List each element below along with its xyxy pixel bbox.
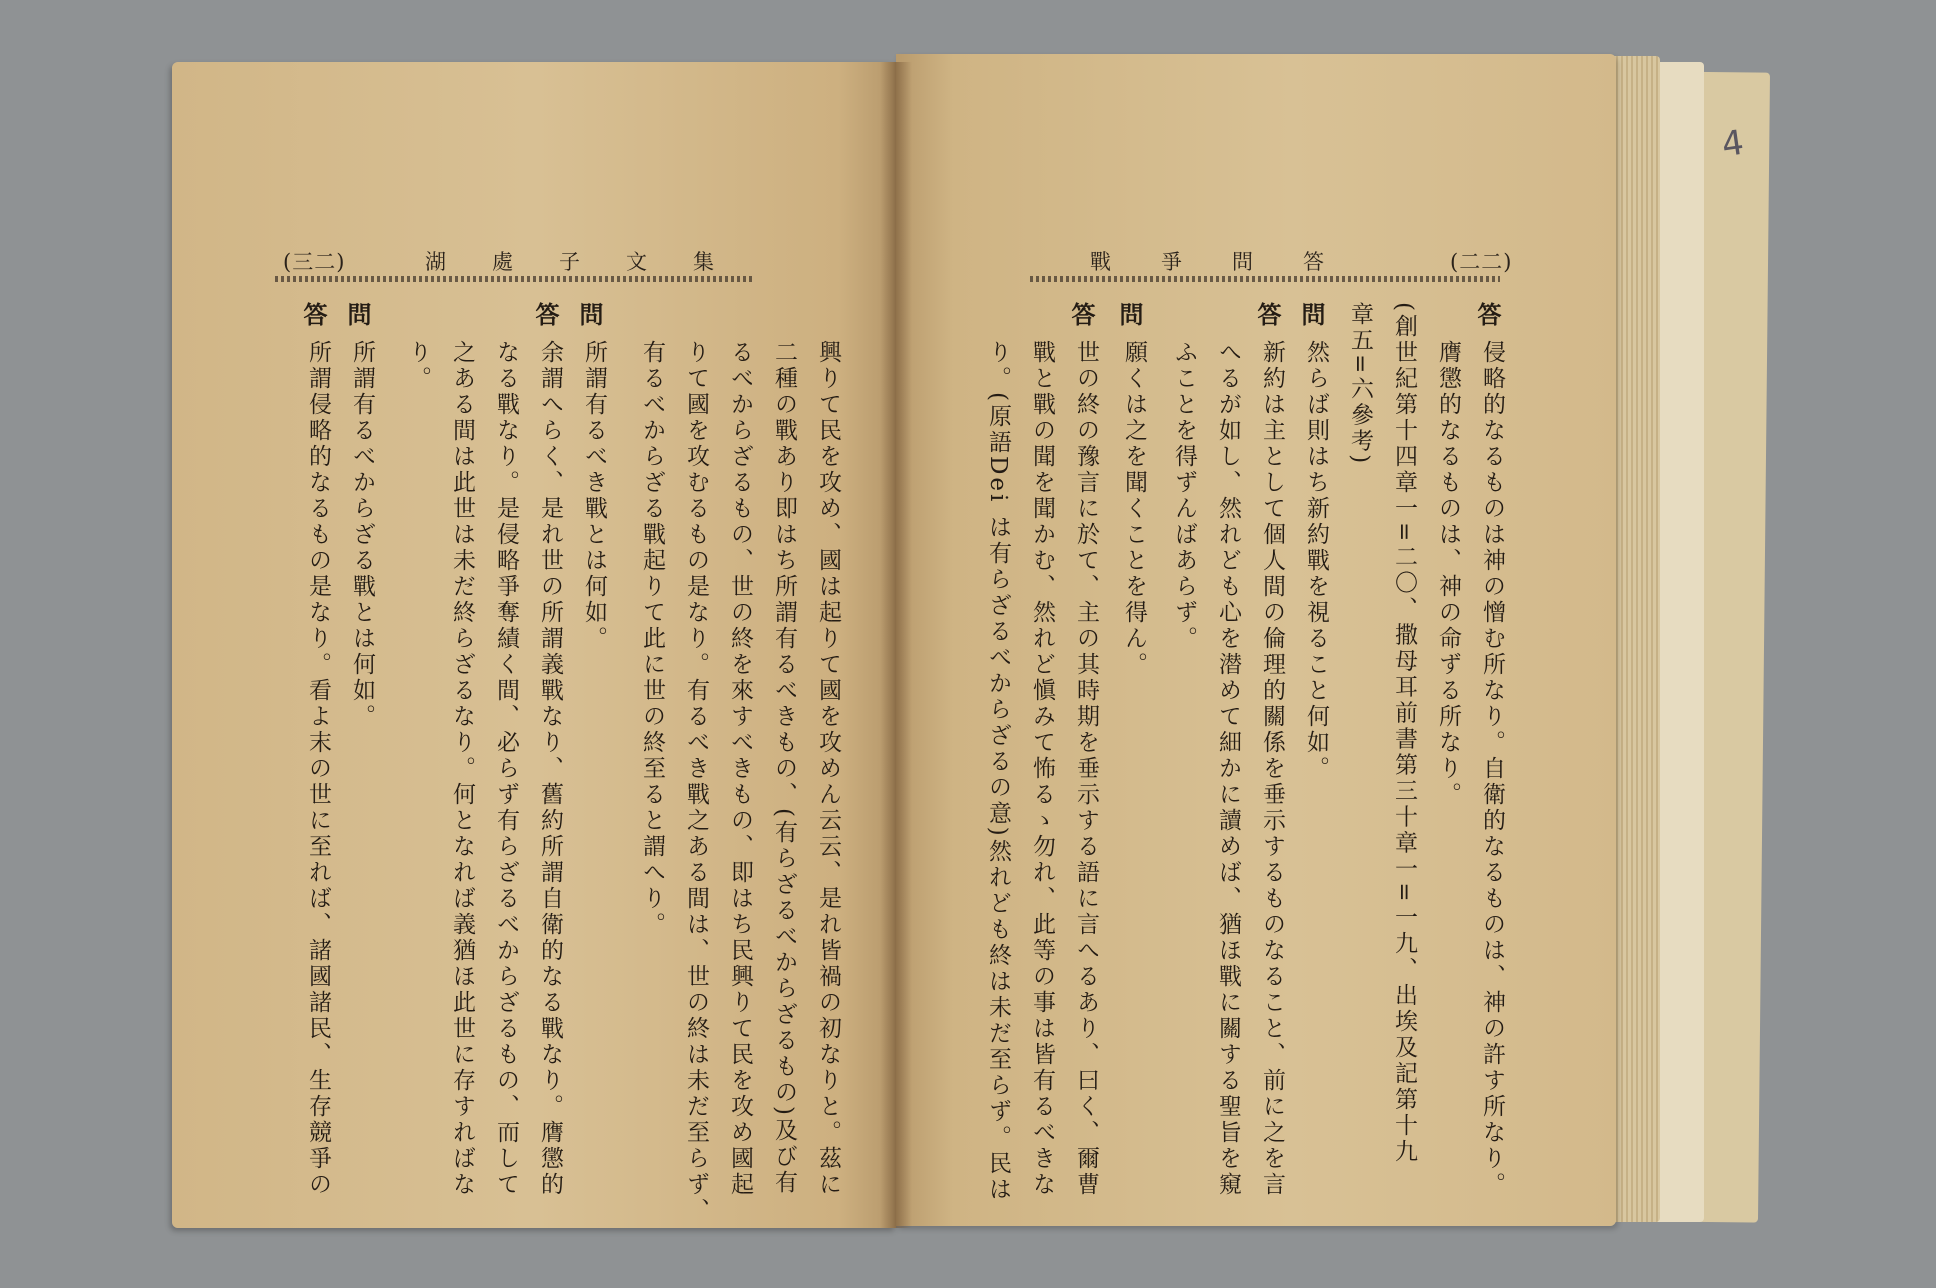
- text-column: 答: [1067, 302, 1096, 326]
- text-column: 戰と戰の聞を聞かむ、然れど愼みて怖るゝ勿れ、此等の事は皆有るべきな: [1029, 340, 1055, 1198]
- header-rule: [275, 276, 755, 282]
- text-column: り。(原語Dei は有らざるべからざるの意)然れども終は未だ至らず。民は: [985, 340, 1011, 1203]
- text-column: るべからざるもの、世の終を來すべきもの、即はち民興りて民を攻め國起: [727, 340, 753, 1198]
- text-column: 興りて民を攻め、國は起りて國を攻めん云云、是れ皆禍の初なりと。茲に: [815, 340, 841, 1198]
- right-page-number: (二二): [1450, 250, 1513, 274]
- text-column: 新約は主として個人間の倫理的關係を垂示するものなること、前に之を言: [1259, 340, 1285, 1198]
- text-column: 問: [1115, 302, 1144, 326]
- text-column: 余謂へらく、是れ世の所謂義戰なり、舊約所謂自衛的なる戰なり。膺懲的: [537, 340, 563, 1198]
- text-column: 二種の戰あり即はち所謂有るべきもの、(有らざるべからざるもの)及び有: [771, 340, 797, 1196]
- text-column: 侵略的なるものは神の憎む所なり。自衛的なるものは、神の許す所なり。: [1479, 340, 1505, 1198]
- text-column: り。: [405, 340, 431, 392]
- right-header-title: 戰爭問答: [1090, 250, 1374, 274]
- pencil-page-mark: 4: [1719, 122, 1747, 166]
- header-rule: [1030, 276, 1500, 282]
- text-column: 問: [1297, 302, 1326, 326]
- text-column: 有るべからざる戰起りて此に世の終至ると謂へり。: [639, 340, 665, 938]
- left-header-title: 湖處子文集: [425, 250, 760, 274]
- text-column: へるが如し、然れども心を潜めて細かに讀めば、猶ほ戰に關する聖旨を窺: [1215, 340, 1241, 1198]
- text-column: 答: [531, 302, 560, 326]
- text-column: 答: [299, 302, 328, 326]
- text-column: なる戰なり。是侵略爭奪績く間、必らず有らざるべからざるもの、而して: [493, 340, 519, 1198]
- text-column: (創世紀第十四章一=二〇、撒母耳前書第三十章一=一九、出埃及記第十九: [1391, 302, 1417, 1165]
- text-column: 膺懲的なるものは、神の命ずる所なり。: [1435, 340, 1461, 808]
- text-column: 問: [343, 302, 372, 326]
- text-column: 之ある間は此世は未だ終らざるなり。何となれば義猶ほ此世に存すればな: [449, 340, 475, 1198]
- text-column: りて國を攻むるもの是なり。有るべき戰之ある間は、世の終は未だ至らず、: [683, 340, 709, 1224]
- book-gutter: [880, 62, 912, 1228]
- text-column: 然らば則はち新約戰を視ること何如。: [1303, 340, 1329, 782]
- text-column: 章五=六參考): [1347, 302, 1373, 467]
- text-column: 所謂有るべからざる戰とは何如。: [349, 340, 375, 730]
- text-column: 問: [575, 302, 604, 326]
- left-page-number: (三二): [283, 250, 346, 274]
- text-column: 答: [1473, 302, 1502, 326]
- text-column: 世の終の豫言に於て、主の其時期を垂示する語に言へるあり、曰く、爾曹: [1073, 340, 1099, 1198]
- text-column: 願くは之を聞くことを得ん。: [1121, 340, 1147, 678]
- text-column: 所謂侵略的なるもの是なり。看よ末の世に至れば、諸國諸民、生存競爭の: [305, 340, 331, 1198]
- left-running-header: [275, 238, 760, 278]
- text-column: ふことを得ずんばあらず。: [1171, 340, 1197, 652]
- right-running-header: [1030, 238, 1513, 278]
- text-column: 答: [1253, 302, 1282, 326]
- text-column: 所謂有るべき戰とは何如。: [581, 340, 607, 652]
